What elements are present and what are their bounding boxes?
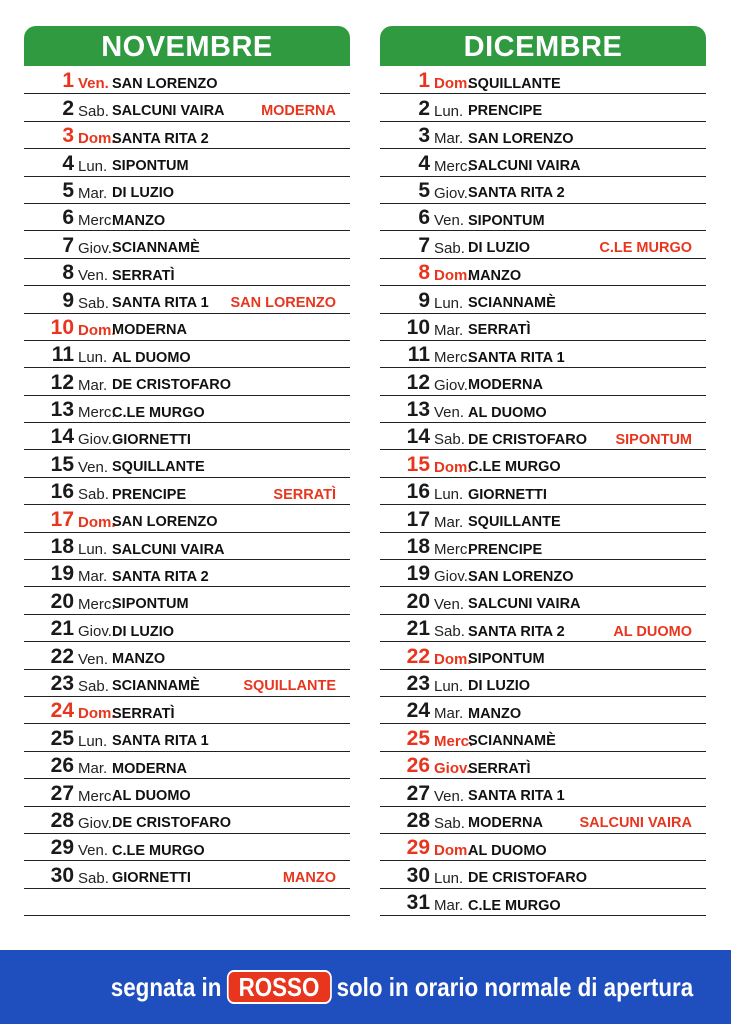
calendar-row <box>24 861 350 888</box>
day-number: 8 <box>62 261 74 285</box>
day-number: 10 <box>406 315 430 339</box>
calendar-row <box>24 368 350 395</box>
pharmacy-name: MANZO <box>112 651 166 668</box>
calendar-row-empty <box>24 889 350 916</box>
weekday-label: Giov. <box>78 623 112 641</box>
day-number: 15 <box>406 452 430 476</box>
weekday-label: Sab. <box>78 869 109 887</box>
day-number: 20 <box>406 589 430 613</box>
calendar-row <box>24 396 350 423</box>
weekday-label: Mar. <box>434 513 464 531</box>
weekday-label: Merc. <box>78 404 116 422</box>
weekday-label: Lun. <box>434 102 464 120</box>
calendar-row <box>380 505 706 532</box>
weekday-label: Sab. <box>78 677 109 695</box>
pharmacy-name: SCIANNAMÈ <box>468 733 556 750</box>
month-column-dicembre <box>380 26 706 916</box>
pharmacy-name: SERRATÌ <box>468 322 531 339</box>
month-title: DICEMBRE <box>380 26 706 66</box>
pharmacy-name: SANTA RITA 1 <box>468 788 565 805</box>
day-number: 18 <box>406 535 430 559</box>
weekday-label: Giov. <box>78 814 112 832</box>
weekday-label: Merc. <box>78 595 116 613</box>
calendar-row <box>380 286 706 313</box>
pharmacy-name: SANTA RITA 1 <box>112 733 209 750</box>
calendar-row <box>380 779 706 806</box>
weekday-label: Merc. <box>78 212 116 230</box>
pharmacy-name: SERRATÌ <box>468 760 531 777</box>
day-number: 16 <box>406 480 430 504</box>
calendar-row <box>24 149 350 176</box>
pharmacy-name: SQUILLANTE <box>468 514 561 531</box>
weekday-label: Sab. <box>434 623 465 641</box>
weekday-label: Lun. <box>434 677 464 695</box>
pharmacy-name: C.LE MURGO <box>112 842 205 859</box>
calendar-row <box>380 697 706 724</box>
day-number: 1 <box>62 69 74 93</box>
banner-text-after: solo in orario normale di apertura <box>336 971 693 1002</box>
weekday-label: Dom. <box>434 267 472 285</box>
calendar-row <box>24 533 350 560</box>
day-number: 23 <box>406 671 430 695</box>
day-number: 18 <box>50 535 74 559</box>
pharmacy-name: C.LE MURGO <box>468 459 561 476</box>
calendar-row <box>24 177 350 204</box>
day-number: 19 <box>406 562 430 586</box>
day-number: 11 <box>407 343 430 367</box>
day-number: 27 <box>406 781 430 805</box>
weekday-label: Lun. <box>78 157 108 175</box>
weekday-label: Dom. <box>434 842 472 860</box>
pharmacy-name: SANTA RITA 2 <box>112 568 209 585</box>
extra-pharmacy: SALCUNI VAIRA <box>579 815 692 832</box>
pharmacy-name: DE CRISTOFARO <box>112 815 231 832</box>
day-number: 30 <box>406 863 430 887</box>
day-number: 23 <box>50 671 74 695</box>
calendar-row <box>380 231 706 258</box>
calendar-row <box>380 396 706 423</box>
extra-pharmacy: MODERNA <box>261 103 336 120</box>
calendar-row <box>380 752 706 779</box>
extra-pharmacy: C.LE MURGO <box>599 240 692 257</box>
pharmacy-name: SAN LORENZO <box>468 568 574 585</box>
pharmacy-name: PRENCIPE <box>112 486 187 503</box>
weekday-label: Ven. <box>78 75 109 93</box>
calendar-row <box>380 368 706 395</box>
day-number: 12 <box>50 370 74 394</box>
pharmacy-name: SALCUNI VAIRA <box>468 596 581 613</box>
weekday-label: Merc. <box>434 349 472 367</box>
weekday-label: Dom. <box>434 458 472 476</box>
pharmacy-name: C.LE MURGO <box>468 897 561 914</box>
day-number: 25 <box>50 726 74 750</box>
day-number: 6 <box>418 206 430 230</box>
weekday-label: Ven. <box>78 650 109 668</box>
day-number: 13 <box>406 398 430 422</box>
day-list <box>380 67 706 916</box>
banner-text <box>111 970 693 1004</box>
calendar-row <box>380 67 706 94</box>
day-number: 12 <box>406 370 430 394</box>
pharmacy-name: SANTA RITA 1 <box>468 349 565 366</box>
weekday-label: Ven. <box>434 787 465 805</box>
day-number: 9 <box>62 288 74 312</box>
day-number: 13 <box>50 398 74 422</box>
calendar-row <box>380 149 706 176</box>
day-number: 14 <box>406 425 430 449</box>
weekday-label: Mar. <box>78 184 108 202</box>
calendar-row <box>24 478 350 505</box>
calendar-row <box>380 724 706 751</box>
day-number: 30 <box>50 863 74 887</box>
pharmacy-name: SAN LORENZO <box>468 130 574 147</box>
pharmacy-name: PRENCIPE <box>468 103 543 120</box>
calendar-row <box>24 834 350 861</box>
calendar-row <box>24 67 350 94</box>
calendar-row <box>24 670 350 697</box>
pharmacy-name: SIPONTUM <box>112 158 189 175</box>
calendar-row <box>380 670 706 697</box>
pharmacy-name: DE CRISTOFARO <box>468 431 587 448</box>
pharmacy-name: MANZO <box>112 212 166 229</box>
day-list <box>24 67 350 916</box>
pharmacy-name: SANTA RITA 1 <box>112 295 209 312</box>
weekday-label: Lun. <box>434 294 464 312</box>
day-number: 24 <box>50 699 74 723</box>
pharmacy-name: GIORNETTI <box>112 431 191 448</box>
calendar-row <box>24 505 350 532</box>
day-number: 26 <box>50 754 74 778</box>
weekday-label: Giov. <box>434 568 468 586</box>
calendar-row <box>24 560 350 587</box>
weekday-label: Dom. <box>434 75 472 93</box>
day-number: 17 <box>50 507 74 531</box>
day-number: 14 <box>50 425 74 449</box>
day-number: 21 <box>50 617 74 641</box>
day-number: 25 <box>406 726 430 750</box>
day-number: 4 <box>418 151 430 175</box>
footer-banner <box>0 950 731 1024</box>
pharmacy-name: SCIANNAMÈ <box>468 295 556 312</box>
weekday-label: Merc. <box>434 157 472 175</box>
calendar-row <box>24 423 350 450</box>
calendar-row <box>380 94 706 121</box>
calendar-row <box>24 615 350 642</box>
day-number: 4 <box>62 151 74 175</box>
calendar-row <box>24 286 350 313</box>
weekday-label: Lun. <box>78 732 108 750</box>
pharmacy-name: MANZO <box>468 705 522 722</box>
calendar-row <box>24 697 350 724</box>
calendar-row <box>380 642 706 669</box>
pharmacy-name: SALCUNI VAIRA <box>112 541 225 558</box>
calendar-row <box>380 259 706 286</box>
weekday-label: Giov. <box>434 376 468 394</box>
weekday-label: Dom. <box>78 513 116 531</box>
weekday-label: Giov. <box>78 431 112 449</box>
pharmacy-name: SALCUNI VAIRA <box>112 103 225 120</box>
pharmacy-name: SCIANNAMÈ <box>112 240 200 257</box>
day-number: 5 <box>418 178 430 202</box>
day-number: 28 <box>50 808 74 832</box>
weekday-label: Dom. <box>78 705 116 723</box>
pharmacy-name: GIORNETTI <box>468 486 547 503</box>
calendar-row <box>24 204 350 231</box>
pharmacy-name: AL DUOMO <box>468 842 547 859</box>
pharmacy-name: C.LE MURGO <box>112 404 205 421</box>
pharmacy-name: SAN LORENZO <box>112 75 218 92</box>
rosso-badge: ROSSO <box>226 970 331 1004</box>
month-column-novembre <box>24 26 350 916</box>
calendar-row <box>380 834 706 861</box>
weekday-label: Sab. <box>78 294 109 312</box>
weekday-label: Ven. <box>78 267 109 285</box>
day-number: 19 <box>50 562 74 586</box>
pharmacy-name: DI LUZIO <box>112 185 175 202</box>
pharmacy-name: GIORNETTI <box>112 870 191 887</box>
day-number: 6 <box>62 206 74 230</box>
extra-pharmacy: MANZO <box>282 870 336 887</box>
day-number: 8 <box>418 261 430 285</box>
calendar-row <box>380 122 706 149</box>
day-number: 29 <box>406 836 430 860</box>
calendar-row <box>24 724 350 751</box>
extra-pharmacy: SAN LORENZO <box>230 295 336 312</box>
month-title: NOVEMBRE <box>24 26 350 66</box>
weekday-label: Mar. <box>78 568 108 586</box>
weekday-label: Merc. <box>434 732 474 750</box>
day-number: 11 <box>51 343 74 367</box>
weekday-label: Ven. <box>78 842 109 860</box>
weekday-label: Mar. <box>434 897 464 915</box>
pharmacy-name: SIPONTUM <box>468 651 545 668</box>
day-number: 10 <box>50 315 74 339</box>
day-number: 15 <box>50 452 74 476</box>
calendar-row <box>380 861 706 888</box>
pharmacy-name: SERRATÌ <box>112 705 175 722</box>
calendar-row <box>24 450 350 477</box>
day-number: 16 <box>50 480 74 504</box>
weekday-label: Merc. <box>78 787 116 805</box>
day-number: 21 <box>406 617 430 641</box>
calendar-row <box>380 889 706 916</box>
pharmacy-name: SERRATÌ <box>112 267 175 284</box>
day-number: 22 <box>50 644 74 668</box>
weekday-label: Giov. <box>78 239 112 257</box>
calendar-row <box>24 587 350 614</box>
calendar-row <box>24 752 350 779</box>
pharmacy-name: AL DUOMO <box>112 788 191 805</box>
day-number: 2 <box>418 96 430 120</box>
weekday-label: Lun. <box>434 486 464 504</box>
weekday-label: Sab. <box>78 102 109 120</box>
weekday-label: Dom. <box>78 321 116 339</box>
extra-pharmacy: AL DUOMO <box>613 623 692 640</box>
weekday-label: Sab. <box>434 431 465 449</box>
day-number: 7 <box>62 233 74 257</box>
calendar-row <box>380 560 706 587</box>
weekday-label: Lun. <box>78 349 108 367</box>
pharmacy-name: DI LUZIO <box>468 240 531 257</box>
day-number: 5 <box>62 178 74 202</box>
weekday-label: Ven. <box>434 595 465 613</box>
day-number: 7 <box>418 233 430 257</box>
pharmacy-name: MODERNA <box>468 377 543 394</box>
weekday-label: Sab. <box>78 486 109 504</box>
pharmacy-name: MANZO <box>468 267 522 284</box>
weekday-label: Mar. <box>78 376 108 394</box>
pharmacy-name: SIPONTUM <box>112 596 189 613</box>
day-number: 9 <box>418 288 430 312</box>
pharmacy-name: SCIANNAMÈ <box>112 678 200 695</box>
pharmacy-name: SALCUNI VAIRA <box>468 158 581 175</box>
calendar-row <box>380 478 706 505</box>
extra-pharmacy: SQUILLANTE <box>243 678 336 695</box>
day-number: 28 <box>406 808 430 832</box>
calendar-row <box>380 177 706 204</box>
calendar-row <box>24 642 350 669</box>
calendar-row <box>24 779 350 806</box>
day-number: 27 <box>50 781 74 805</box>
calendar-row <box>24 94 350 121</box>
day-number: 22 <box>406 644 430 668</box>
day-number: 3 <box>62 124 74 148</box>
weekday-label: Giov. <box>434 184 468 202</box>
weekday-label: Dom. <box>434 650 472 668</box>
day-number: 26 <box>406 754 430 778</box>
pharmacy-name: MODERNA <box>468 815 543 832</box>
pharmacy-name: AL DUOMO <box>468 404 547 421</box>
calendar-row <box>380 204 706 231</box>
pharmacy-name: DI LUZIO <box>112 623 175 640</box>
day-number: 20 <box>50 589 74 613</box>
weekday-label: Lun. <box>78 541 108 559</box>
pharmacy-name: SIPONTUM <box>468 212 545 229</box>
pharmacy-name: AL DUOMO <box>112 349 191 366</box>
calendar-row <box>380 423 706 450</box>
calendar-row <box>24 122 350 149</box>
day-number: 1 <box>418 69 430 93</box>
calendar-row <box>24 807 350 834</box>
weekday-label: Ven. <box>78 458 109 476</box>
pharmacy-name: SANTA RITA 2 <box>112 130 209 147</box>
pharmacy-name: MODERNA <box>112 760 187 777</box>
day-number: 2 <box>62 96 74 120</box>
weekday-label: Ven. <box>434 212 465 230</box>
calendar-row <box>24 231 350 258</box>
calendar-row <box>24 341 350 368</box>
day-number: 31 <box>406 891 430 915</box>
pharmacy-name: SANTA RITA 2 <box>468 185 565 202</box>
calendar-row <box>380 615 706 642</box>
day-number: 3 <box>418 124 430 148</box>
calendar-row <box>380 807 706 834</box>
calendar-row <box>380 533 706 560</box>
weekday-label: Mar. <box>434 321 464 339</box>
calendar-row <box>24 314 350 341</box>
pharmacy-name: PRENCIPE <box>468 541 543 558</box>
weekday-label: Sab. <box>434 814 465 832</box>
weekday-label: Mar. <box>78 760 108 778</box>
weekday-label: Ven. <box>434 404 465 422</box>
day-number: 17 <box>406 507 430 531</box>
banner-text-before: segnata in <box>110 971 222 1002</box>
weekday-label: Merc. <box>434 541 472 559</box>
pharmacy-name: SQUILLANTE <box>112 459 205 476</box>
pharmacy-name: MODERNA <box>112 322 187 339</box>
weekday-label: Dom. <box>78 130 116 148</box>
day-number: 29 <box>50 836 74 860</box>
weekday-label: Giov. <box>434 760 471 778</box>
extra-pharmacy: SERRATÌ <box>273 486 336 503</box>
pharmacy-name: DE CRISTOFARO <box>468 870 587 887</box>
extra-pharmacy: SIPONTUM <box>615 431 692 448</box>
calendar-row <box>380 341 706 368</box>
weekday-label: Mar. <box>434 130 464 148</box>
day-number: 24 <box>406 699 430 723</box>
calendar-row <box>380 314 706 341</box>
calendar-row <box>24 259 350 286</box>
pharmacy-name: DE CRISTOFARO <box>112 377 231 394</box>
pharmacy-name: SQUILLANTE <box>468 75 561 92</box>
calendar-row <box>380 587 706 614</box>
weekday-label: Lun. <box>434 869 464 887</box>
weekday-label: Mar. <box>434 705 464 723</box>
weekday-label: Sab. <box>434 239 465 257</box>
calendar-row <box>380 450 706 477</box>
pharmacy-name: SANTA RITA 2 <box>468 623 565 640</box>
pharmacy-name: DI LUZIO <box>468 678 531 695</box>
pharmacy-name: SAN LORENZO <box>112 514 218 531</box>
